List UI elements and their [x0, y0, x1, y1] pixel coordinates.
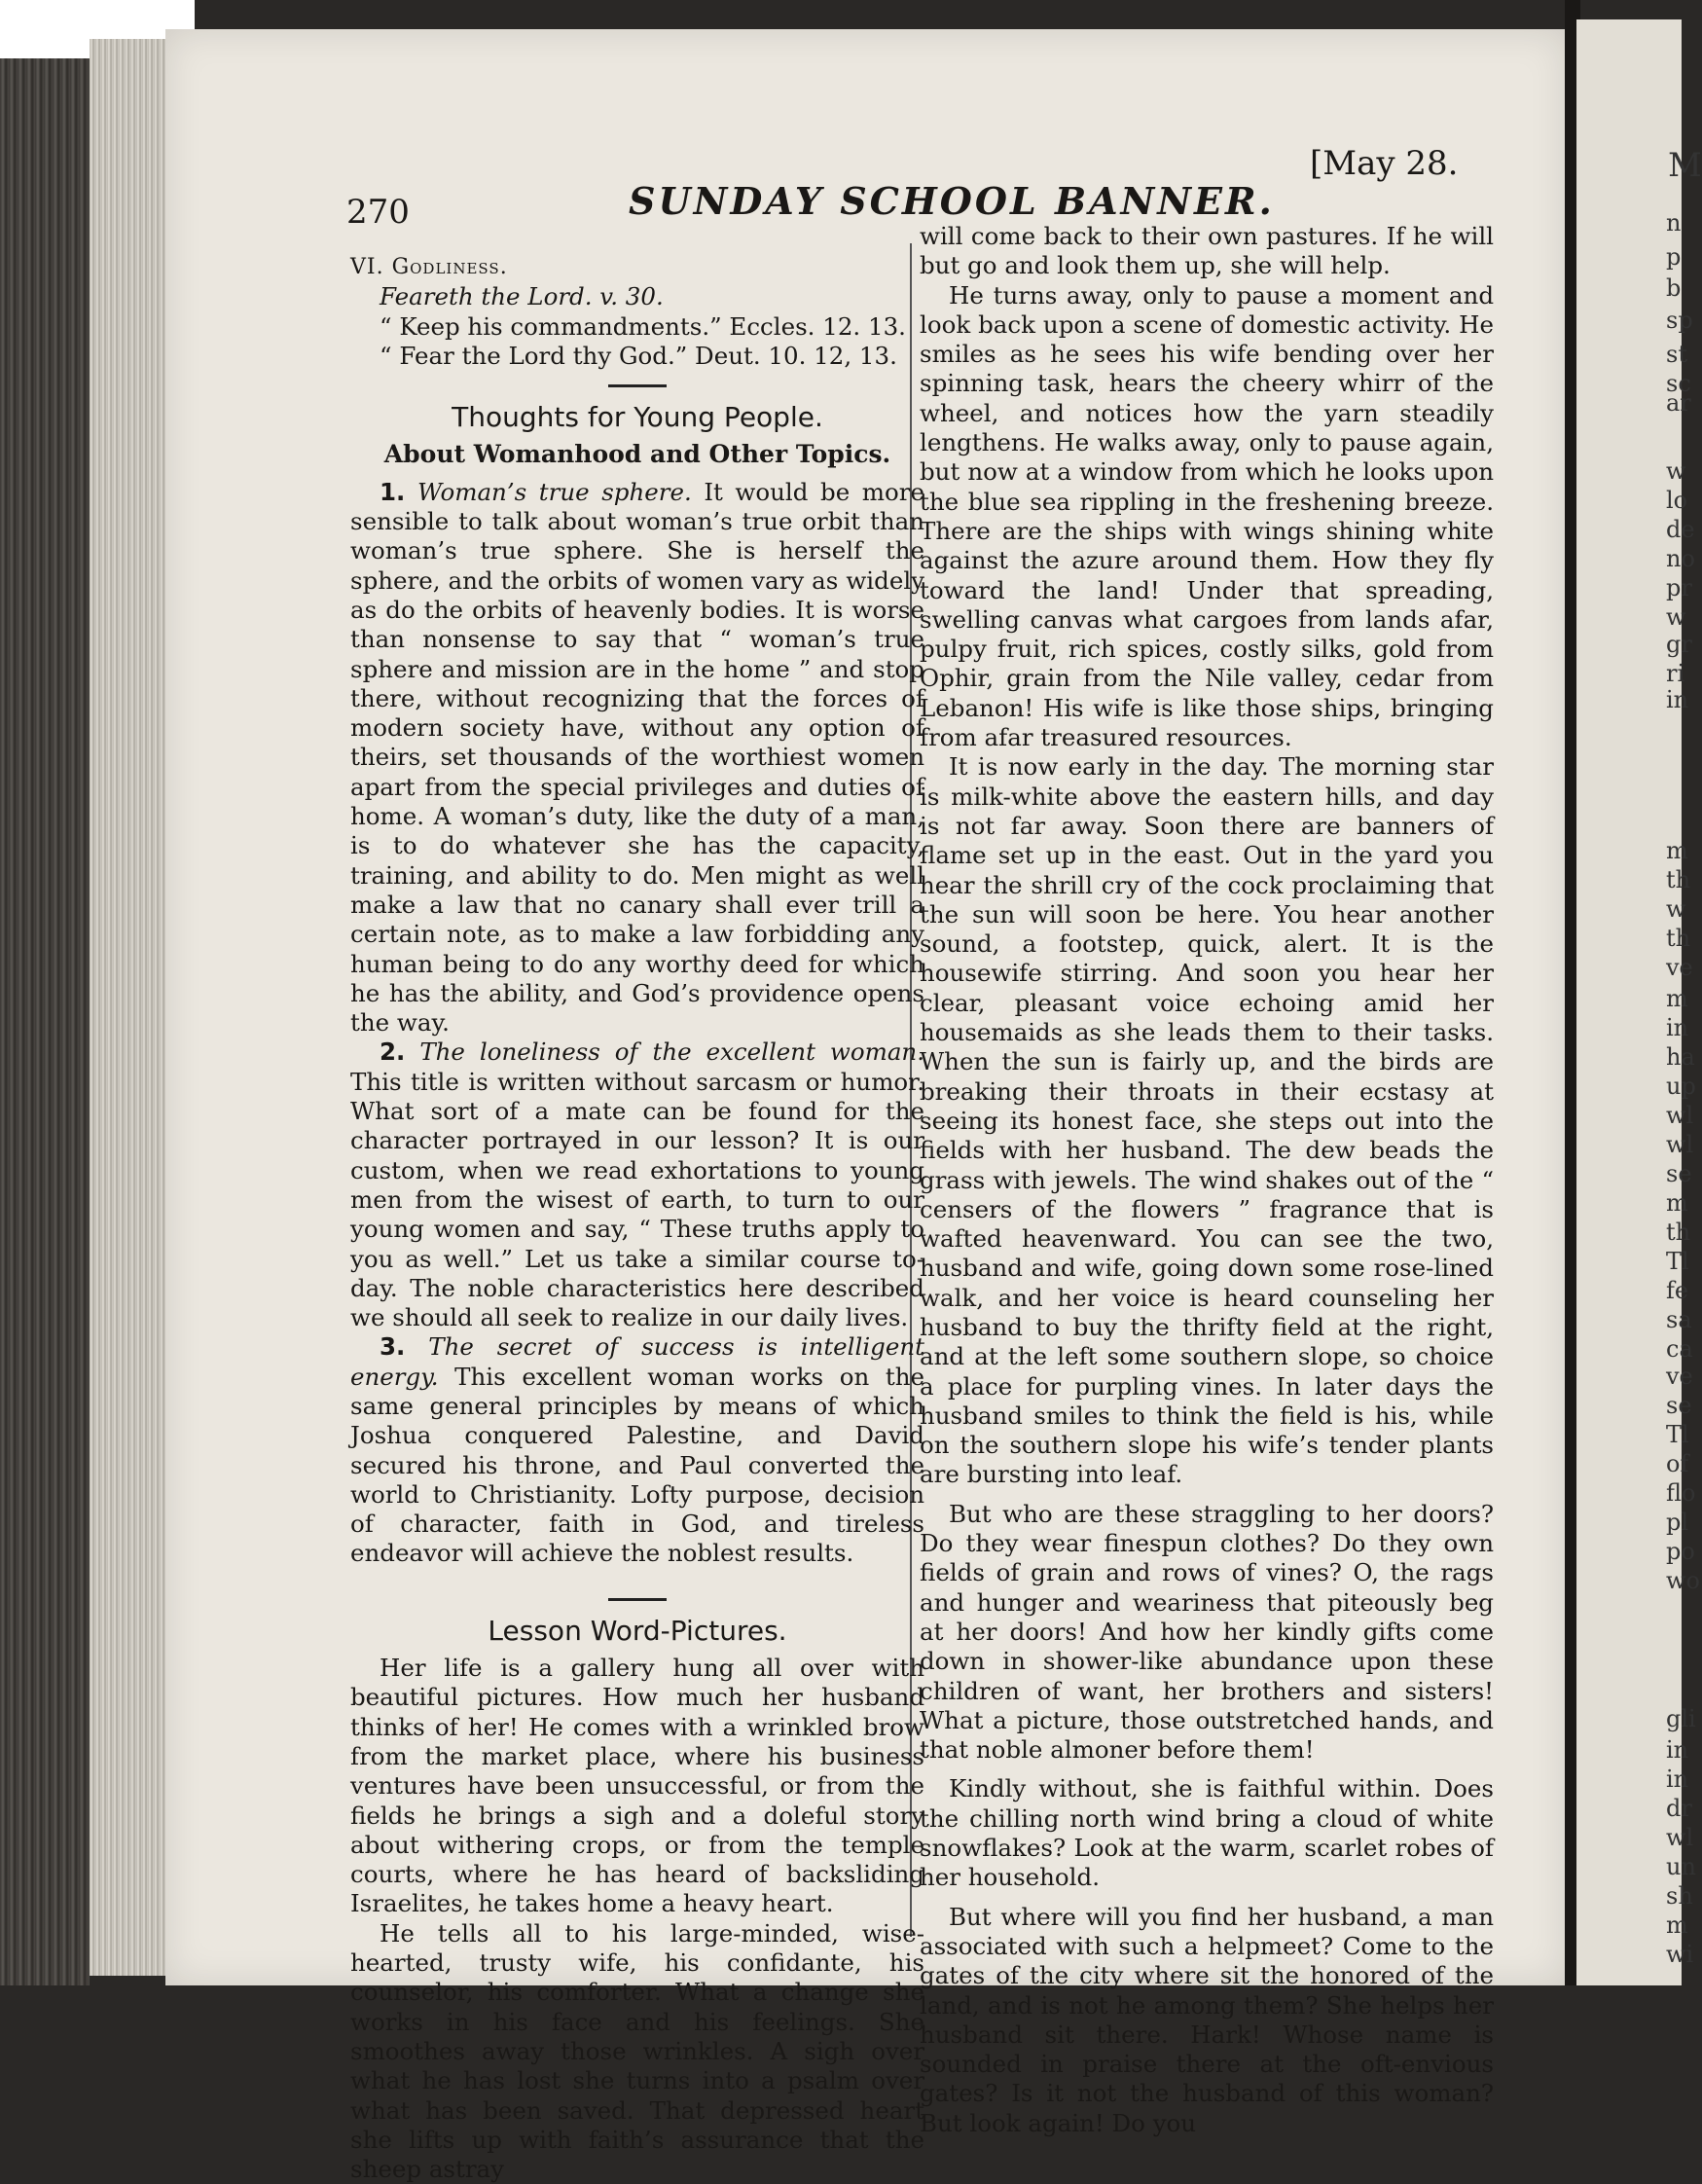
facing-page-fragment: no [1666, 545, 1695, 572]
facing-page-fragment: up [1666, 1073, 1696, 1100]
page-number: 270 [346, 193, 410, 232]
issue-date: [May 28. [1310, 144, 1459, 183]
facing-page-fragment: po [1666, 1538, 1695, 1565]
lesson-paragraph: But where will you find her husband, a man associated with such a helpmeet? Come to the gates of the city where sit the honored of the land, and is not he among them? She helps her husband sit there. Hark! Whose name is sounded in praise there at the oft-envious gates? Is it not the husband of this woman? But look again! Do you [920, 1902, 1494, 2137]
facing-page-fragment: gr [1666, 631, 1692, 658]
verse-ref: “ Fear the Lord thy God.” Deut. 10. 12, 13. [380, 341, 897, 370]
lesson-paragraph: He tells all to his large-minded, wise-hearted, trusty wife, his confidante, his counselor, his comforter. What a change she works in his face and his feelings. She smoothes away those wrinkles. A sigh over what he has lost she turns into a psalm over what has been saved. That depressed heart she lifts up with faith’s assurance that the sheep astray [350, 1918, 924, 2184]
paragraph-3: 3. The secret of success is intelligent energy. This excellent woman works on the same general principles by means of which Joshua conquered Palestine, and David secured his throne, and Paul converted the world to Christianity. Lofty purpose, decision of character, faith in God, and tireless endeavor will achieve the noblest results. [350, 1332, 924, 1568]
facing-page-fragment: ca [1666, 1335, 1693, 1363]
facing-page-fragment: se [1666, 1160, 1692, 1187]
facing-page-fragment: pr [1666, 574, 1692, 601]
facing-page-fragment: wi [1666, 1941, 1694, 1968]
facing-page-fragment: st [1666, 341, 1687, 368]
facing-page-fragment: sh [1666, 1882, 1693, 1910]
facing-page-fragment: in [1666, 1765, 1689, 1793]
facing-page-fragment: Tl [1666, 1248, 1689, 1275]
facing-page-fragment: ri [1666, 660, 1685, 687]
facing-page-fragment: wo [1666, 1567, 1700, 1594]
facing-page-fragment: th [1666, 866, 1691, 893]
facing-page-fragment: of [1666, 1450, 1689, 1477]
facing-page-fragment: th [1666, 1219, 1691, 1246]
facing-page-fragment: sa [1666, 1306, 1692, 1333]
facing-page-fragment: in [1666, 1736, 1689, 1764]
heading-thoughts: Thoughts for Young People. [452, 401, 823, 434]
heading-about: About Womanhood and Other Topics. [383, 440, 891, 469]
facing-page-fragment: th [1666, 925, 1691, 952]
facing-page-fragment: w [1666, 895, 1686, 923]
right-column [920, 222, 1494, 2138]
heading-lesson: Lesson Word-Pictures. [488, 1614, 787, 1647]
facing-page-fragment: gli [1666, 1705, 1696, 1732]
facing-page-fragment: lo [1666, 487, 1688, 514]
lesson-paragraph: Kindly without, she is faithful within. Does the chilling north wind bring a cloud of white snowflakes? Look at the warm, scarlet robes of her household. [920, 1774, 1494, 1892]
facing-page-fragment: fe [1666, 1277, 1689, 1304]
facing-page-fragment: de [1666, 516, 1695, 543]
facing-page-fragment: dr [1666, 1795, 1692, 1822]
verse-ref: “ Keep his commandments.” Eccles. 12. 13. [380, 311, 906, 341]
facing-page-fragment: sp [1666, 307, 1693, 334]
section-rule [608, 1598, 667, 1601]
facing-page-fragment: M [1668, 146, 1702, 185]
lesson-paragraph: It is now early in the day. The morning star is milk-white above the eastern hills, and day is not far away. Soon there are banners of flame set up in the east. Out in the yard you hear the shrill cry of the cock proclaiming that the sun will soon be here. You hear another sound, a footstep, quick, alert. It is the housewife stirring. And soon you hear her clear, pleasant voice echoing amid her housemaids as she leads them to their tasks. When the sun is fairly up, and the birds are breaking their throats in their ecstasy at seeing its honest face, she steps out into the fields with her husband. The dew beads the grass with jewels. The wind shakes out of the “ censers of the flowers ” fragrance that is wafted heavenward. You can see the two, husband and wife, going down some rose-lined walk, and her voice is heard counseling her husband to buy the thrifty field at the right, and at the left some southern slope, so choice a place for purpling vines. In later days the husband smiles to think the field is his, while on the southern slope his wife’s tender plants are bursting into leaf. [920, 752, 1494, 1489]
facing-page-fragment: wl [1666, 1102, 1694, 1129]
facing-page-fragment: Tl [1666, 1421, 1689, 1448]
facing-page-fragment: un [1666, 1853, 1696, 1880]
left-column [350, 253, 924, 2184]
facing-page-fragment: b [1666, 274, 1682, 302]
facing-page-fragment: m [1666, 837, 1688, 864]
facing-page-fragment: sc [1666, 370, 1691, 397]
facing-page-fragment: p [1666, 243, 1682, 271]
facing-page-fragment: ar [1666, 389, 1691, 417]
running-title: SUNDAY SCHOOL BANNER. [629, 179, 1275, 223]
facing-page-fragment: in [1666, 686, 1689, 713]
section-rule [608, 384, 667, 387]
verse-ref: Feareth the Lord. v. 30. [380, 282, 664, 311]
page-edges [90, 39, 177, 1976]
facing-page-fragment: m [1666, 1189, 1688, 1217]
lesson-paragraph: He turns away, only to pause a moment and look back upon a scene of domestic activity. He smiles as he sees his wife bending over her spinning task, hears the cheery whirr of the wheel, and notices how the yarn steadily lengthens. He walks away, only to pause again, but now at a window from which he looks upon the blue sea rippling in the freshening breeze. There are the ships with wings shining white against the azure around them. How they fly toward the land! Under that spreading, swelling canvas what cargoes from lands afar, pulpy fruit, rich spices, costly silks, gold from Ophir, grain from the Nile valley, cedar from Lebanon! His wife is like those ships, bringing from afar treasured resources. [920, 280, 1494, 752]
facing-page-fragment: in [1666, 1014, 1689, 1041]
facing-page-fragment: wl [1666, 1824, 1694, 1851]
lesson-paragraph: Her life is a gallery hung all over with beautiful pictures. How much her husband thinks of her! He comes with a wrinkled brow from the market place, where his business ventures have been unsuccessful, or from the fields he brings a sigh and a doleful story about withering crops, or from the temple courts, where he has heard of backsliding Israelites, he takes home a heavy heart. [350, 1654, 924, 1918]
lesson-paragraph: will come back to their own pastures. If he will but go and look them up, she will help. [920, 222, 1494, 280]
facing-page-fragment: ve [1666, 1363, 1693, 1390]
facing-page-fragment: ha [1666, 1043, 1695, 1071]
facing-page-fragment: m [1666, 985, 1688, 1012]
facing-page-fragment: ve [1666, 954, 1693, 981]
facing-page-fragment: w [1666, 457, 1686, 485]
book-binding [0, 0, 90, 2118]
lesson-paragraph: But who are these straggling to her doors? Do they wear finespun clothes? Do they own fields of grain and rows of vines? O, the rags and hunger and weariness that piteously beg at her doors! And how her kindly gifts come down in shower-like abundance upon these children of want, her brothers and sisters! What a picture, those outstretched hands, and that noble almoner before them! [920, 1499, 1494, 1765]
facing-page-fragment: pl [1666, 1509, 1689, 1536]
facing-page-fragment: m [1666, 1911, 1688, 1939]
section-heading-vi: VI. Godliness. [350, 255, 508, 279]
paragraph-1: 1. Woman’s true sphere. It would be more sensible to talk about woman’s true orbit than woman’s true sphere. She is herself the sphere, and the orbits of women vary as widely as do the orbits of heavenly bodies. It is worse than nonsense to say that “ woman’s true sphere and mission are in the home ” and stop there, without recognizing that the forces of modern society have, without any option of theirs, set thousands of the worthiest women apart from the special privileges and duties of home. A woman’s duty, like the duty of a man, is to do whatever she has the capacity, training, and ability to do. Men might as well make a law that no canary shall ever trill a certain note, as to make a law forbidding any human being to do any worthy deed for which he has the ability, and God’s providence opens the way. [350, 477, 924, 1037]
facing-page-fragment: wl [1666, 1131, 1694, 1158]
paragraph-2: 2. The loneliness of the excellent woman. This title is written without sarcasm or humor. What sort of a mate can be found for the character portrayed in our lesson? It is our custom, when we read exhortations to young men from the wisest of earth, to turn to our young women and say, “ These truths apply to you as well.” Let us take a similar course to-day. The noble characteristics here described we should all seek to realize in our daily lives. [350, 1037, 924, 1332]
page-header [346, 144, 1466, 232]
facing-page-fragment: n [1666, 209, 1682, 237]
facing-page-fragment: se [1666, 1392, 1692, 1419]
facing-page-fragment: w [1666, 603, 1686, 631]
facing-page-fragment: flo [1666, 1479, 1696, 1507]
